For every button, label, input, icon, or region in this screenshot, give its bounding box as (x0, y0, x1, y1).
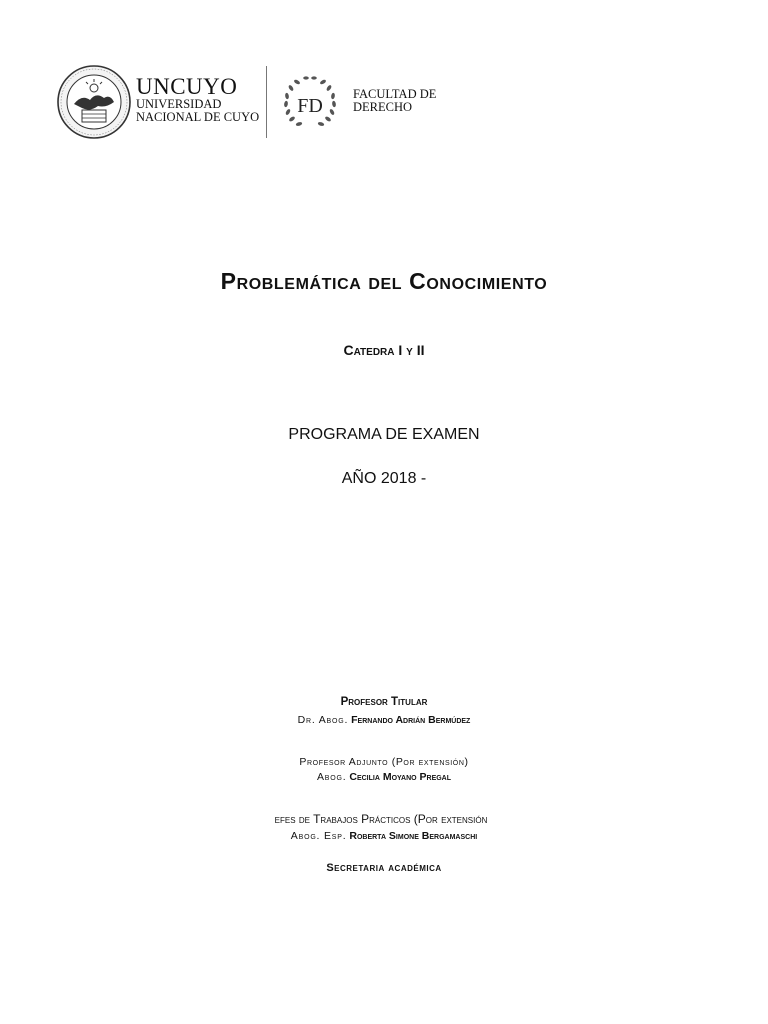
program-heading: PROGRAMA DE EXAMEN (288, 426, 480, 443)
cathedra-label: Catedra (343, 342, 395, 358)
adjunto-role: Profesor Adjunto (Por extensión) (299, 756, 469, 768)
secretaria-role: Secretaria académica (326, 862, 442, 874)
jtp-name: Roberta Simone Bergamaschi (349, 830, 478, 842)
university-logotype (136, 76, 259, 124)
year-suffix: - (416, 470, 427, 487)
faculty-laurel-logo-icon (278, 72, 342, 136)
document-title: Problemática del Conocimiento (220, 268, 548, 294)
university-line-2: NACIONAL DE CUYO (136, 110, 260, 124)
titular-person (0, 714, 768, 726)
document-header (56, 64, 456, 144)
jtp-prefix: Abog. Esp. (290, 830, 347, 842)
header-divider (266, 66, 267, 138)
cathedra-numbers: I y II (398, 342, 425, 358)
faculty-logotype (353, 88, 436, 114)
year-label: AÑO 2018 (341, 470, 417, 487)
university-name: UNCUYO (136, 74, 238, 99)
jtp-role-clip (230, 812, 532, 826)
adjunto-prefix: Abog. (316, 771, 347, 783)
jtp-role: efes de Trabajos Prácticos (Por extensión (274, 812, 488, 826)
university-line-1: UNIVERSIDAD (136, 97, 222, 111)
faculty-line-2: DERECHO (353, 100, 413, 114)
titular-name: Fernando Adrián Bermúdez (351, 714, 471, 726)
adjunto-name: Cecilia Moyano Pregal (349, 771, 452, 783)
titular-role: Profesor Titular (340, 696, 428, 708)
adjunto-person (0, 771, 768, 783)
university-seal-icon (56, 64, 132, 140)
cathedra-line (0, 342, 768, 358)
year-line (0, 470, 768, 488)
jtp-person (0, 830, 768, 842)
faculty-line-1: FACULTAD DE (353, 87, 437, 101)
fd-monogram: FD (297, 95, 323, 117)
titular-prefix: Dr. Abog. (297, 714, 349, 726)
